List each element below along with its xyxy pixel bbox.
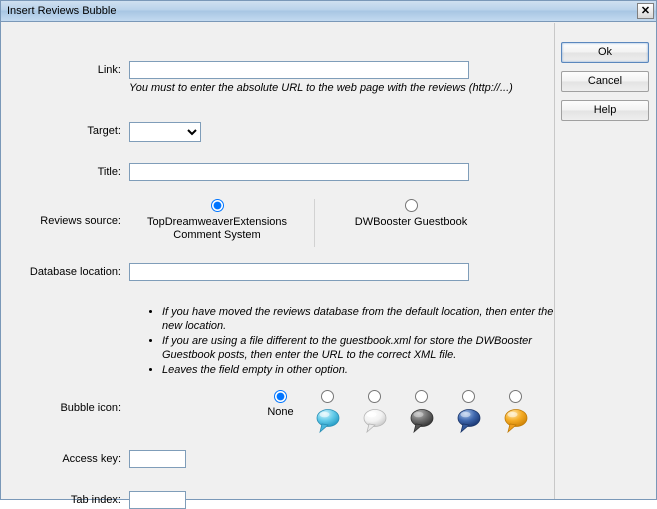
notes-list xyxy=(146,305,562,378)
target-label: Target: xyxy=(87,125,121,137)
bubble-radio-wrap-cyan xyxy=(304,390,351,404)
bubble-icon-label: Bubble icon: xyxy=(60,402,121,414)
link-hint: You must to enter the absolute URL to the web page with the reviews (http://...) xyxy=(129,82,513,94)
database-location-label: Database location: xyxy=(29,266,121,278)
bubble-option-orange[interactable] xyxy=(492,390,539,436)
access-key-col xyxy=(62,450,186,468)
row-reviews-source xyxy=(1,199,555,249)
link-field-col xyxy=(97,61,513,94)
bubble-option-blue[interactable] xyxy=(445,390,492,436)
bubble-option-white[interactable] xyxy=(351,390,398,436)
link-label: Link: xyxy=(97,64,121,76)
bubble-label-none: None xyxy=(267,406,294,418)
note-item: • If you have moved the reviews database from the default location, then enter the new location. xyxy=(162,305,562,333)
bubble-option-gray[interactable] xyxy=(398,390,445,436)
note-item: • Leaves the field empty in other option. xyxy=(162,363,562,377)
source-label-guestbook: DWBooster Guestbook xyxy=(354,216,468,228)
tab-index-col xyxy=(70,491,186,509)
bubble-icon-cyan[interactable] xyxy=(304,406,351,436)
access-key-input[interactable] xyxy=(129,450,186,468)
bubble-option-cyan[interactable] xyxy=(304,390,351,436)
source-option-guestbook[interactable] xyxy=(323,199,499,229)
access-key-label: Access key: xyxy=(62,453,121,465)
bubble-radio-wrap-blue xyxy=(445,390,492,404)
bubble-radio-none[interactable] xyxy=(274,390,287,403)
bubble-radio-wrap-white xyxy=(351,390,398,404)
help-button[interactable]: Help xyxy=(561,100,649,121)
title-bar xyxy=(1,1,656,22)
bubble-icon-blue[interactable] xyxy=(445,406,492,436)
tab-index-label: Tab index: xyxy=(70,494,121,506)
row-bubble-icon xyxy=(1,390,555,434)
tab-index-input[interactable] xyxy=(129,491,186,509)
reviews-source-col xyxy=(40,199,549,242)
bubble-radio-wrap-gray xyxy=(398,390,445,404)
source-divider xyxy=(314,199,315,247)
database-location-col xyxy=(29,263,469,281)
bubble-radio-blue[interactable] xyxy=(462,390,475,403)
bubble-radio-wrap-none xyxy=(257,390,304,404)
bubble-radio-wrap-orange xyxy=(492,390,539,404)
target-select[interactable] xyxy=(129,122,201,142)
database-location-input[interactable] xyxy=(129,263,469,281)
source-radio-guestbook[interactable] xyxy=(405,199,418,212)
note-item: • If you are using a file different to the guestbook.xml for store the DWBooster Guestbook posts, then enter the URL to the correct XML file. xyxy=(162,334,562,362)
bubble-icon-gray[interactable] xyxy=(398,406,445,436)
reviews-source-label: Reviews source: xyxy=(40,215,121,227)
window-title: Insert Reviews Bubble xyxy=(7,5,117,17)
cancel-button[interactable]: Cancel xyxy=(561,71,649,92)
title-field-col xyxy=(97,163,469,181)
ok-button[interactable]: Ok xyxy=(561,42,649,63)
bubble-option-none[interactable] xyxy=(257,390,304,418)
form-pane xyxy=(1,23,555,506)
bubble-radio-white[interactable] xyxy=(368,390,381,403)
source-radio-comment-system[interactable] xyxy=(211,199,224,212)
title-label: Title: xyxy=(97,166,121,178)
target-field-col xyxy=(87,122,201,142)
bubble-icon-orange[interactable] xyxy=(492,406,539,436)
link-input[interactable] xyxy=(129,61,469,79)
source-label-comment-system: TopDreamweaverExtensions Comment System xyxy=(146,216,287,241)
bubble-icon-white[interactable] xyxy=(351,406,398,436)
source-option-comment-system[interactable] xyxy=(129,199,305,242)
button-pane xyxy=(554,23,656,499)
close-icon[interactable]: ✕ xyxy=(637,3,654,19)
bubble-radio-gray[interactable] xyxy=(415,390,428,403)
title-input[interactable] xyxy=(129,163,469,181)
bubble-radio-orange[interactable] xyxy=(509,390,522,403)
bubble-radio-cyan[interactable] xyxy=(321,390,334,403)
dialog-body xyxy=(1,23,656,506)
